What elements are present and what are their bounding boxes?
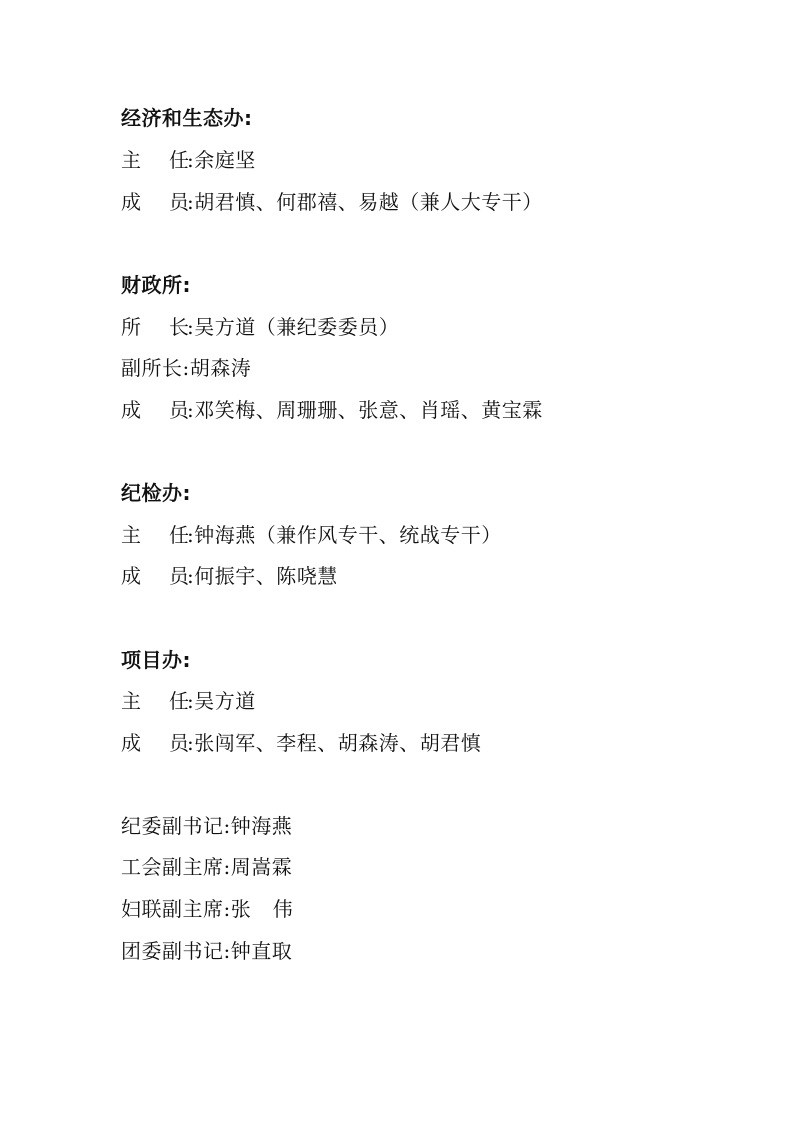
section-title-finance: [121, 271, 191, 299]
economy-director-row: [121, 146, 256, 174]
section-title-project: [121, 646, 191, 674]
colon: :: [187, 689, 195, 713]
economy-members-row: [121, 188, 543, 216]
section-title-text: 经济和生态办:: [121, 106, 253, 130]
women-federation-deputy-chair-row: [121, 895, 293, 923]
discipline-deputy-secretary-row: [121, 812, 292, 840]
role-label-char: 员: [169, 564, 189, 588]
role-label-char: 成: [121, 564, 141, 588]
colon: :: [187, 398, 195, 422]
colon: :: [223, 897, 231, 921]
role-label: [121, 562, 187, 590]
colon: :: [187, 148, 195, 172]
role-label-char: 任: [169, 148, 189, 172]
role-label-char: 长: [169, 315, 189, 339]
role-label: [121, 396, 187, 424]
person-name: 钟海燕: [230, 814, 293, 838]
person-name: 钟海燕（兼作风专干、统战专干）: [194, 523, 502, 547]
role-label-char: 员: [169, 190, 189, 214]
person-name: 余庭坚: [194, 148, 256, 172]
person-name: 吴方道（兼纪委委员）: [194, 315, 400, 339]
colon: :: [187, 564, 195, 588]
role-label-char: 主: [121, 689, 141, 713]
role-label: [121, 313, 187, 341]
finance-head-row: [121, 313, 399, 341]
section-title-text: 财政所:: [121, 273, 191, 297]
discipline-director-row: [121, 521, 502, 549]
role-label: [121, 729, 187, 757]
section-title-economy: [121, 104, 253, 132]
person-name: 钟直取: [230, 939, 293, 963]
role-label-char: 主: [121, 523, 141, 547]
role-label: 纪委副书记: [121, 814, 224, 838]
section-title-text: 纪检办:: [121, 481, 191, 505]
person-name: 周嵩霖: [230, 855, 293, 879]
person-name: 胡森涛: [189, 356, 252, 380]
role-label: [121, 146, 187, 174]
role-label-char: 成: [121, 731, 141, 755]
person-name-char: 伟: [272, 897, 294, 921]
role-label-char: 员: [169, 398, 189, 422]
role-label: 副所长: [121, 356, 183, 380]
member-names: 何振宇、陈哓慧: [194, 564, 338, 588]
project-members-row: [121, 729, 481, 757]
member-names: 邓笑梅、周珊珊、张意、肖瑶、黄宝霖: [194, 398, 543, 422]
colon: :: [187, 190, 195, 214]
discipline-members-row: [121, 562, 338, 590]
member-names: 胡君慎、何郡禧、易越（兼人大专干）: [194, 190, 543, 214]
colon: :: [223, 855, 231, 879]
role-label-char: 任: [169, 523, 189, 547]
role-label: [121, 188, 187, 216]
role-label-char: 员: [169, 731, 189, 755]
colon: :: [187, 315, 195, 339]
colon: :: [182, 356, 190, 380]
colon: :: [223, 814, 231, 838]
union-deputy-chair-row: [121, 853, 292, 881]
role-label-char: 主: [121, 148, 141, 172]
role-label-char: 成: [121, 398, 141, 422]
role-label: 工会副主席: [121, 855, 224, 879]
person-name-char: 张: [230, 897, 252, 921]
role-label-char: 任: [169, 689, 189, 713]
member-names: 张闯军、李程、胡森涛、胡君慎: [194, 731, 482, 755]
section-title-discipline: [121, 479, 191, 507]
role-label: 团委副书记: [121, 939, 224, 963]
finance-members-row: [121, 396, 543, 424]
role-label: [121, 521, 187, 549]
youth-league-deputy-secretary-row: [121, 937, 292, 965]
colon: :: [187, 731, 195, 755]
finance-deputy-row: [121, 354, 251, 382]
role-label-char: 成: [121, 190, 141, 214]
role-label-char: 所: [121, 315, 141, 339]
colon: :: [187, 523, 195, 547]
project-director-row: [121, 687, 256, 715]
section-title-text: 项目办:: [121, 648, 191, 672]
colon: :: [223, 939, 231, 963]
role-label: 妇联副主席: [121, 897, 224, 921]
person-name: 吴方道: [194, 689, 256, 713]
role-label: [121, 687, 187, 715]
